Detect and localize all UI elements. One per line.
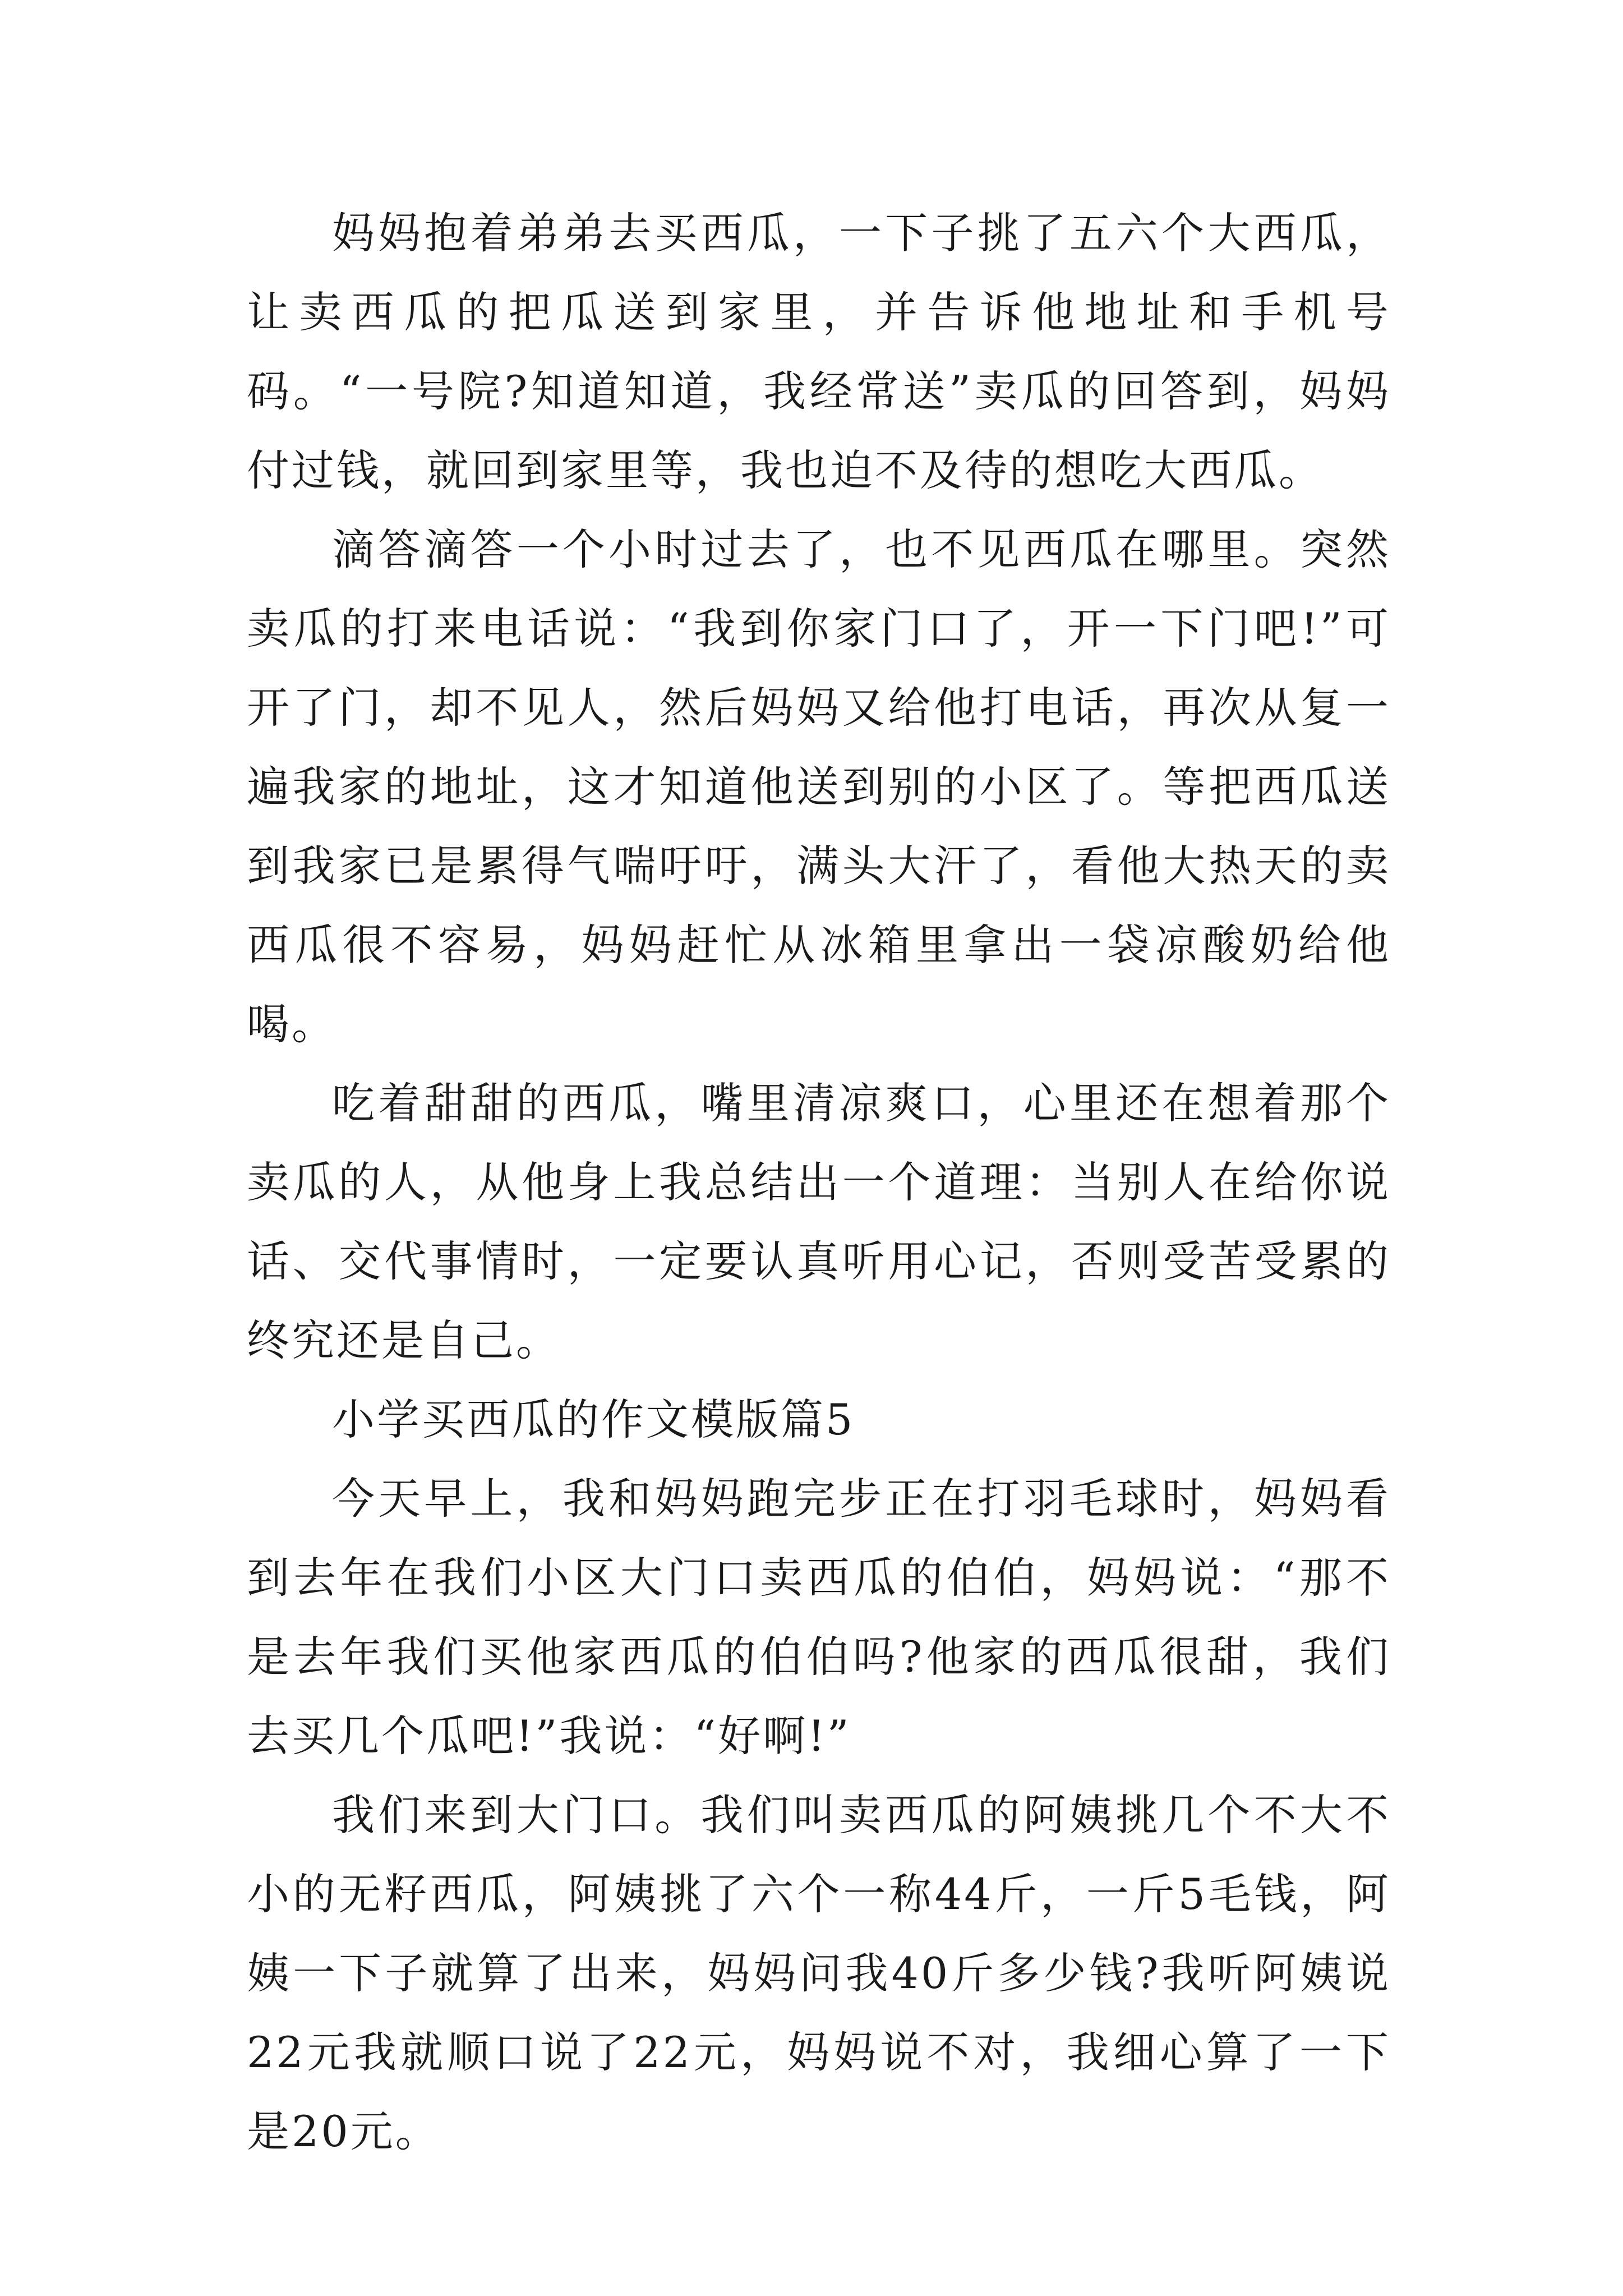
- paragraph-5: 我们来到大门口。我们叫卖西瓜的阿姨挑几个不大不小的无籽西瓜，阿姨挑了六个一称44斤，一斤5毛钱，阿姨一下子就算了出来，妈妈问我40斤多少钱?我听阿姨说22元我就顺口说了22元，妈妈说不对，我细心算了一下是20元。: [247, 1790, 1391, 2156]
- document-body: [247, 194, 1391, 2171]
- paragraph-4: 今天早上，我和妈妈跑完步正在打羽毛球时，妈妈看到去年在我们小区大门口卖西瓜的伯伯，妈妈说：“那不是去年我们买他家西瓜的伯伯吗?他家的西瓜很甜，我们去买几个瓜吧!”我说：“好啊!”: [247, 1474, 1391, 1761]
- paragraph-3: 吃着甜甜的西瓜，嘴里清凉爽口，心里还在想着那个卖瓜的人，从他身上我总结出一个道理：当别人在给你说话、交代事情时，一定要认真听用心记，否则受苦受累的终究还是自己。: [247, 1078, 1391, 1365]
- paragraph-2: 滴答滴答一个小时过去了，也不见西瓜在哪里。突然卖瓜的打来电话说：“我到你家门口了，开一下门吧!”可开了门，却不见人，然后妈妈又给他打电话，再次从复一遍我家的地址，这才知道他送到别的小区了。等把西瓜送到我家已是累得气喘吁吁，满头大汗了，看他大热天的卖西瓜很不容易，妈妈赶忙从冰箱里拿出一袋凉酸奶给他喝。: [247, 524, 1391, 1049]
- section-heading: 小学买西瓜的作文模版篇5: [332, 1395, 855, 1444]
- paragraph-1: 妈妈抱着弟弟去买西瓜，一下子挑了五六个大西瓜，让卖西瓜的把瓜送到家里，并告诉他地址和手机号码。“一号院?知道知道，我经常送”卖瓜的回答到，妈妈付过钱，就回到家里等，我也迫不及待的想吃大西瓜。: [247, 208, 1391, 495]
